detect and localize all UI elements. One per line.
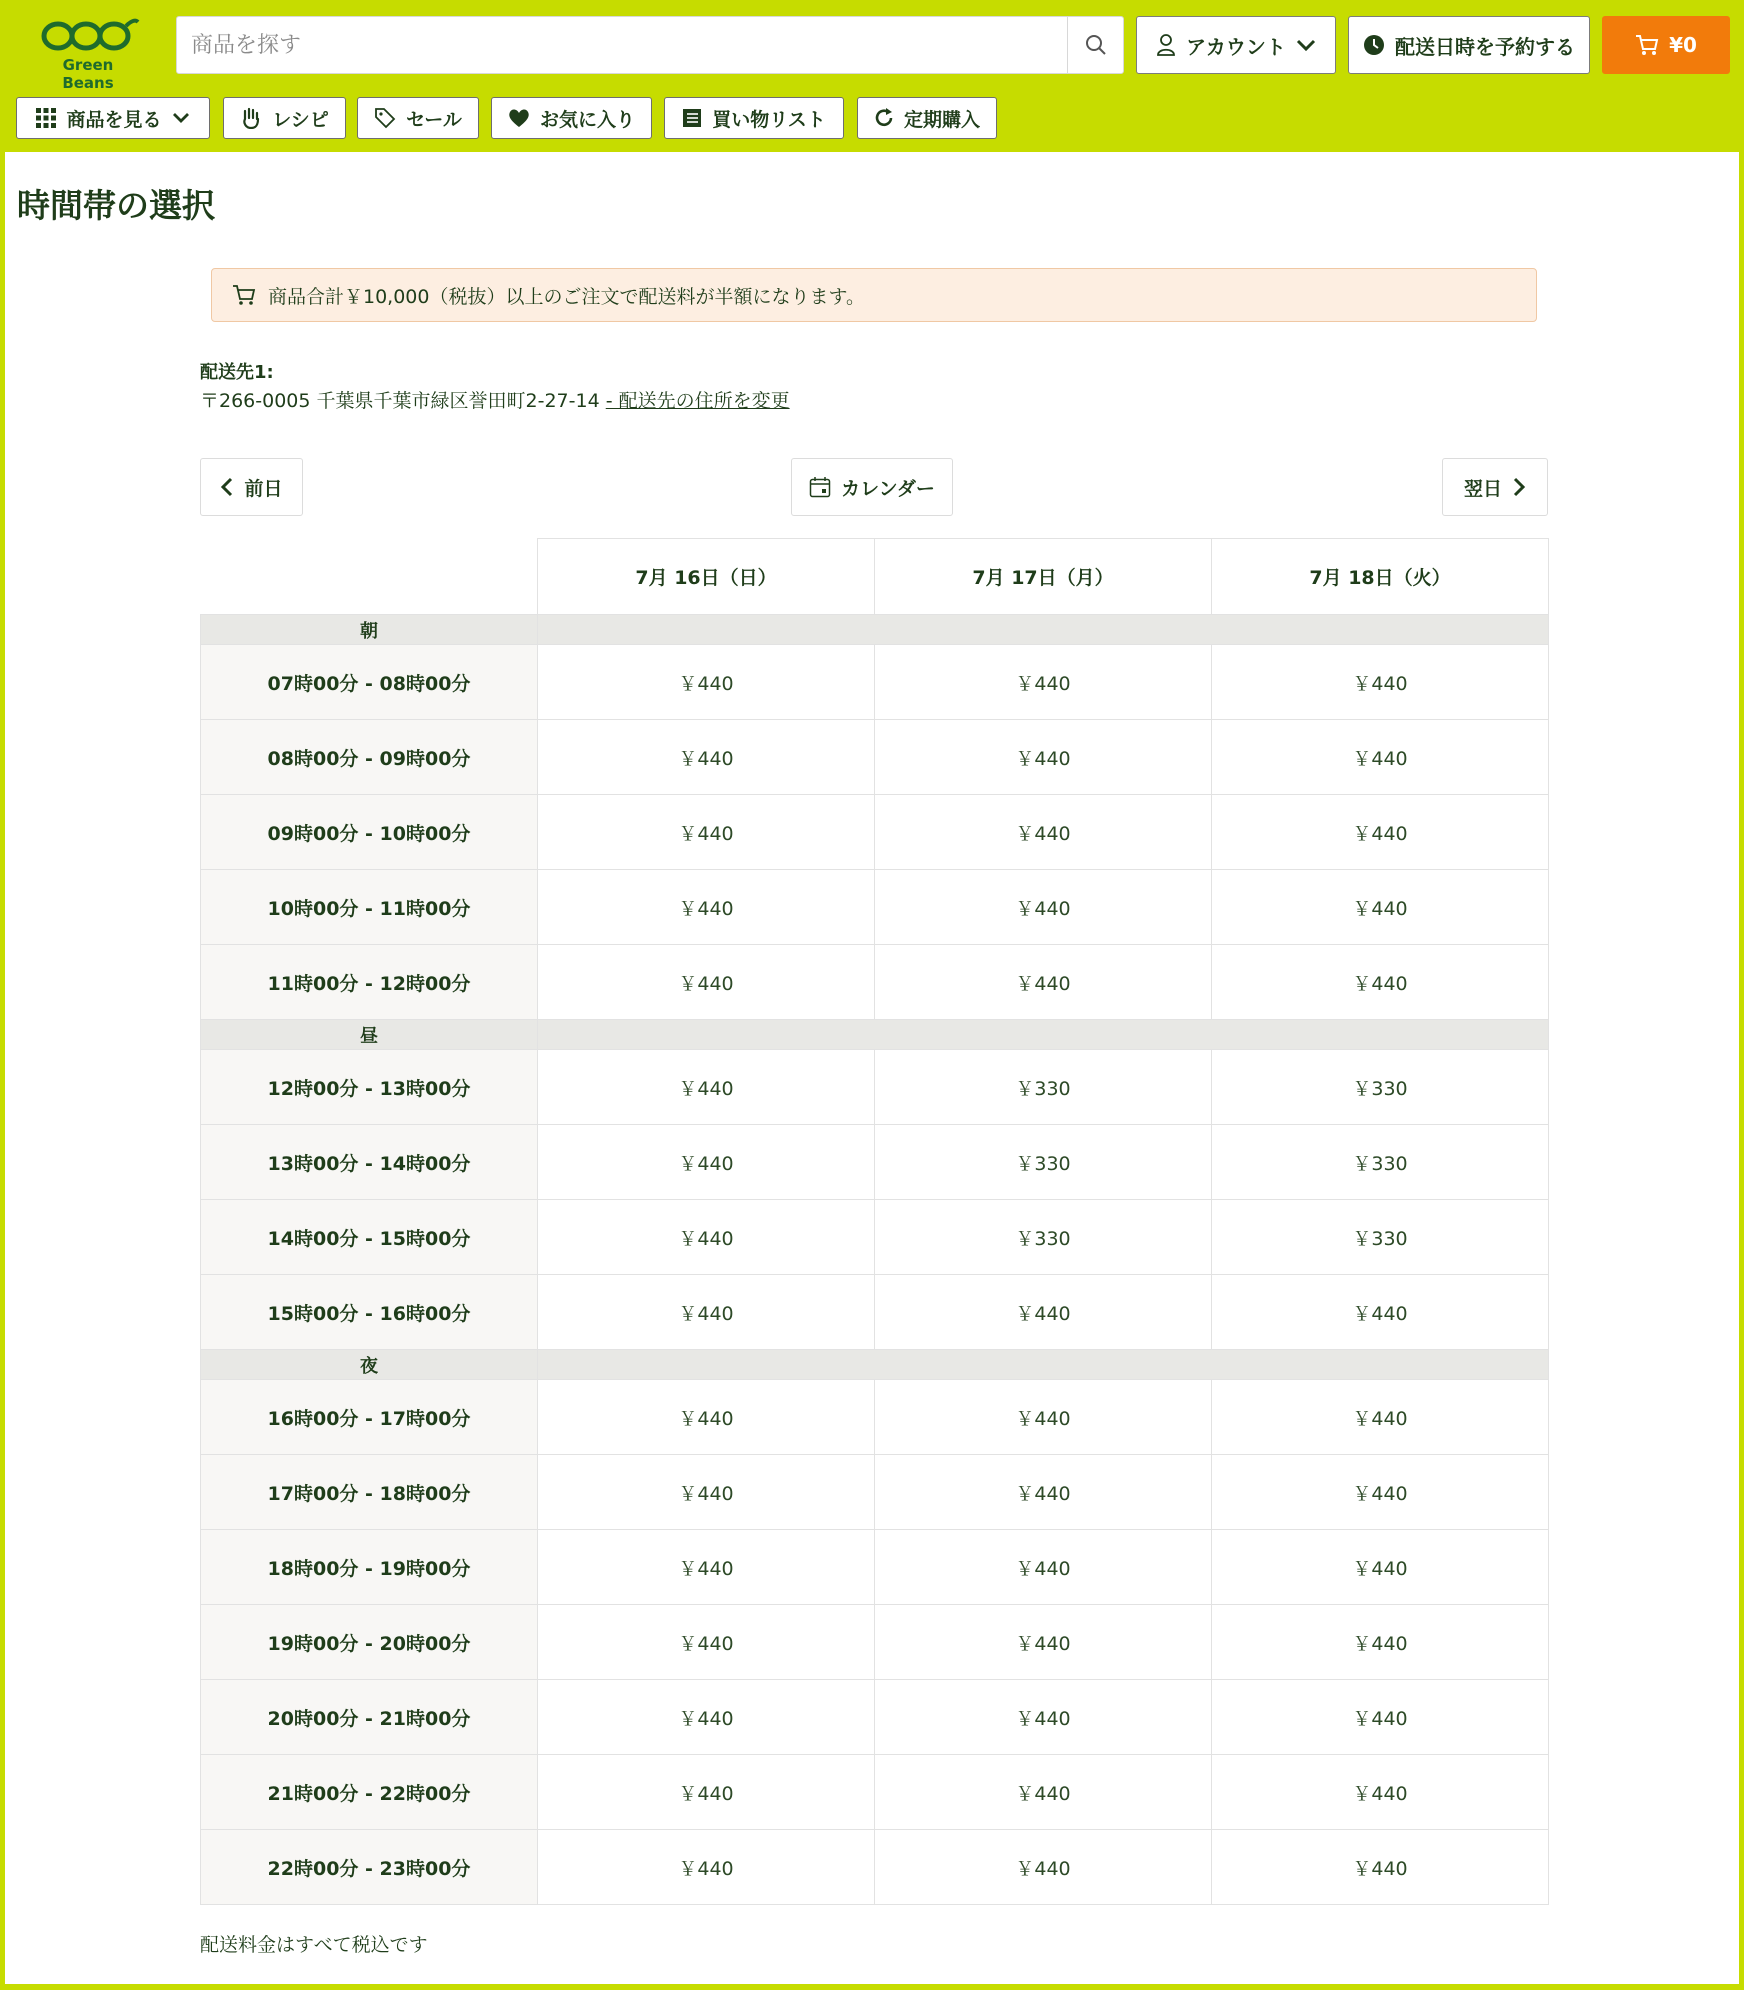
account-button[interactable]	[1136, 16, 1336, 74]
slot-price-cell[interactable]: ￥440	[538, 870, 875, 945]
day-header: 7月 18日（火）	[1212, 539, 1549, 615]
chevron-down-icon	[172, 112, 190, 124]
footnote: 配送料金はすべて税込です	[200, 1934, 428, 1956]
time-slot-label: 12時00分 - 13時00分	[201, 1050, 538, 1125]
time-slot-label: 19時00分 - 20時00分	[201, 1605, 538, 1680]
section-label: 夜	[201, 1350, 538, 1380]
table-corner	[201, 539, 538, 615]
slot-price-cell[interactable]: ￥440	[538, 1455, 875, 1530]
table-row	[201, 1755, 1549, 1830]
calendar-label: カレンダー	[841, 477, 935, 500]
nav-bar	[0, 92, 1744, 150]
nav-favorites[interactable]	[491, 97, 652, 139]
next-day-label: 翌日	[1463, 477, 1502, 500]
slot-price-cell[interactable]: ￥440	[875, 1680, 1212, 1755]
table-row	[201, 1200, 1549, 1275]
table-row	[201, 870, 1549, 945]
header	[0, 0, 1744, 92]
clock-icon	[1363, 34, 1385, 56]
slot-price-cell[interactable]: ￥440	[875, 1605, 1212, 1680]
table-row	[201, 720, 1549, 795]
grid-icon	[36, 108, 56, 128]
search-input[interactable]	[177, 17, 1067, 73]
delivery-label: 配送日時を予約する	[1395, 34, 1575, 59]
table-row	[201, 1530, 1549, 1605]
slot-price-cell[interactable]: ￥440	[538, 1680, 875, 1755]
nav-label: 定期購入	[903, 108, 980, 131]
time-slot-table	[200, 538, 1549, 1905]
time-slot-label: 14時00分 - 15時00分	[201, 1200, 538, 1275]
main-content	[5, 152, 1739, 1984]
nav-browse-products[interactable]	[16, 97, 210, 139]
table-row	[201, 1830, 1549, 1905]
table-row	[201, 1455, 1549, 1530]
table-row	[201, 945, 1549, 1020]
nav-label: 買い物リスト	[712, 108, 826, 131]
table-row	[201, 1125, 1549, 1200]
slot-price-cell[interactable]: ￥440	[538, 1380, 875, 1455]
table-row	[201, 1380, 1549, 1455]
section-spacer	[538, 615, 1549, 645]
slot-price-cell[interactable]: ￥330	[1212, 1050, 1549, 1125]
slot-price-cell[interactable]: ￥440	[538, 1530, 875, 1605]
day-header: 7月 16日（日）	[538, 539, 875, 615]
slot-price-cell[interactable]: ￥440	[538, 1275, 875, 1350]
slot-price-cell[interactable]: ￥440	[538, 795, 875, 870]
slot-price-cell[interactable]: ￥440	[538, 945, 875, 1020]
time-slot-label: 18時00分 - 19時00分	[201, 1530, 538, 1605]
time-slot-label: 11時00分 - 12時00分	[201, 945, 538, 1020]
slot-price-cell[interactable]: ￥440	[1212, 720, 1549, 795]
calendar-button[interactable]	[791, 458, 953, 516]
table-row	[201, 1050, 1549, 1125]
free-shipping-notice	[211, 268, 1537, 322]
nav-subscription[interactable]	[857, 97, 997, 139]
slot-price-cell[interactable]: ￥440	[1212, 1830, 1549, 1905]
slot-price-cell[interactable]: ￥440	[538, 1200, 875, 1275]
section-label: 昼	[201, 1020, 538, 1050]
table-row	[201, 645, 1549, 720]
slot-price-cell[interactable]: ￥440	[875, 720, 1212, 795]
calendar-icon	[809, 476, 831, 498]
table-header-row	[201, 539, 1549, 615]
nav-label: お気に入り	[539, 108, 635, 131]
time-slot-label: 21時00分 - 22時00分	[201, 1755, 538, 1830]
slot-price-cell[interactable]: ￥440	[538, 645, 875, 720]
slot-price-cell[interactable]: ￥440	[875, 945, 1212, 1020]
slot-price-cell[interactable]: ￥440	[1212, 645, 1549, 720]
nav-shopping-list[interactable]	[664, 97, 844, 139]
refresh-icon	[874, 108, 894, 128]
slot-price-cell[interactable]: ￥330	[1212, 1125, 1549, 1200]
slot-price-cell[interactable]: ￥440	[1212, 1455, 1549, 1530]
prev-day-label: 前日	[244, 477, 283, 500]
time-slot-label: 22時00分 - 23時00分	[201, 1830, 538, 1905]
slot-price-cell[interactable]: ￥440	[875, 1380, 1212, 1455]
time-slot-label: 13時00分 - 14時00分	[201, 1125, 538, 1200]
address-line	[200, 386, 790, 413]
slot-price-cell[interactable]: ￥440	[538, 1605, 875, 1680]
section-label: 朝	[201, 615, 538, 645]
nav-label: レシピ	[272, 108, 329, 131]
slot-price-cell[interactable]: ￥440	[538, 1830, 875, 1905]
slot-price-cell[interactable]: ￥440	[875, 1455, 1212, 1530]
section-spacer	[538, 1020, 1549, 1050]
slot-price-cell[interactable]: ￥440	[538, 720, 875, 795]
notice-text: 商品合計￥10,000（税抜）以上のご注文で配送料が半額になります。	[268, 285, 865, 308]
address-text: 〒266-0005 千葉県千葉市緑区誉田町2-27-14	[200, 390, 600, 412]
table-row	[201, 1605, 1549, 1680]
heart-icon	[508, 108, 530, 128]
cart-icon	[232, 284, 256, 306]
nav-sale[interactable]	[357, 97, 479, 139]
time-slot-label: 07時00分 - 08時00分	[201, 645, 538, 720]
section-spacer	[538, 1350, 1549, 1380]
nav-label: セール	[406, 108, 462, 131]
chevron-down-icon	[1296, 38, 1316, 52]
time-slot-label: 10時00分 - 11時00分	[201, 870, 538, 945]
delivery-reservation-button[interactable]	[1348, 16, 1590, 74]
slot-price-cell[interactable]: ￥440	[875, 645, 1212, 720]
slot-price-cell[interactable]: ￥440	[875, 1755, 1212, 1830]
slot-price-cell[interactable]: ￥440	[1212, 1605, 1549, 1680]
cart-button[interactable]	[1602, 16, 1730, 74]
section-row	[201, 1020, 1549, 1050]
nav-label: 商品を見る	[66, 108, 162, 131]
slot-price-cell[interactable]: ￥440	[1212, 1275, 1549, 1350]
section-row	[201, 615, 1549, 645]
account-label: アカウント	[1186, 34, 1286, 59]
slot-price-cell[interactable]: ￥440	[538, 1755, 875, 1830]
slot-price-cell[interactable]: ￥440	[1212, 795, 1549, 870]
slot-price-cell[interactable]: ￥440	[1212, 1380, 1549, 1455]
slot-price-cell[interactable]: ￥440	[875, 1830, 1212, 1905]
prev-day-button[interactable]	[200, 458, 303, 516]
search-bar	[176, 16, 1124, 74]
slot-price-cell[interactable]: ￥440	[875, 1275, 1212, 1350]
logo[interactable]	[36, 16, 140, 92]
slot-price-cell[interactable]: ￥440	[1212, 870, 1549, 945]
slot-price-cell[interactable]: ￥330	[1212, 1200, 1549, 1275]
slot-price-cell[interactable]: ￥440	[1212, 945, 1549, 1020]
slot-price-cell[interactable]: ￥330	[875, 1050, 1212, 1125]
table-row	[201, 795, 1549, 870]
table-row	[201, 1680, 1549, 1755]
list-icon	[682, 108, 702, 128]
user-icon	[1156, 34, 1176, 56]
table-body	[201, 615, 1549, 1905]
cart-icon	[1635, 34, 1659, 56]
time-slot-label: 20時00分 - 21時00分	[201, 1680, 538, 1755]
hand-icon	[240, 107, 262, 129]
time-slot-label: 15時00分 - 16時00分	[201, 1275, 538, 1350]
time-slot-label: 08時00分 - 09時00分	[201, 720, 538, 795]
logo-text: Green Beans	[62, 56, 114, 92]
green-beans-logo-icon	[36, 16, 140, 56]
slot-price-cell[interactable]: ￥440	[1212, 1680, 1549, 1755]
time-slot-label: 16時00分 - 17時00分	[201, 1380, 538, 1455]
change-address-link[interactable]: - 配送先の住所を変更	[605, 390, 790, 412]
slot-price-cell[interactable]: ￥440	[1212, 1755, 1549, 1830]
search-button[interactable]	[1067, 17, 1123, 73]
day-header: 7月 17日（月）	[875, 539, 1212, 615]
slot-price-cell[interactable]: ￥440	[538, 1050, 875, 1125]
table-row	[201, 1275, 1549, 1350]
slot-price-cell[interactable]: ￥440	[538, 1125, 875, 1200]
chevron-right-icon	[1512, 477, 1526, 497]
slot-price-cell[interactable]: ￥330	[875, 1200, 1212, 1275]
slot-price-cell[interactable]: ￥440	[875, 1530, 1212, 1605]
slot-price-cell[interactable]: ￥440	[875, 870, 1212, 945]
next-day-button[interactable]	[1442, 458, 1548, 516]
page-title: 時間帯の選択	[17, 186, 215, 225]
slot-price-cell[interactable]: ￥330	[875, 1125, 1212, 1200]
cart-total: ¥0	[1669, 33, 1697, 57]
time-slot-label: 09時00分 - 10時00分	[201, 795, 538, 870]
time-slot-label: 17時00分 - 18時00分	[201, 1455, 538, 1530]
section-row	[201, 1350, 1549, 1380]
slot-price-cell[interactable]: ￥440	[1212, 1530, 1549, 1605]
search-icon	[1084, 33, 1108, 57]
nav-recipes[interactable]	[223, 97, 346, 139]
tag-icon	[374, 107, 396, 129]
chevron-left-icon	[220, 477, 234, 497]
address-label: 配送先1:	[200, 362, 274, 383]
slot-price-cell[interactable]: ￥440	[875, 795, 1212, 870]
